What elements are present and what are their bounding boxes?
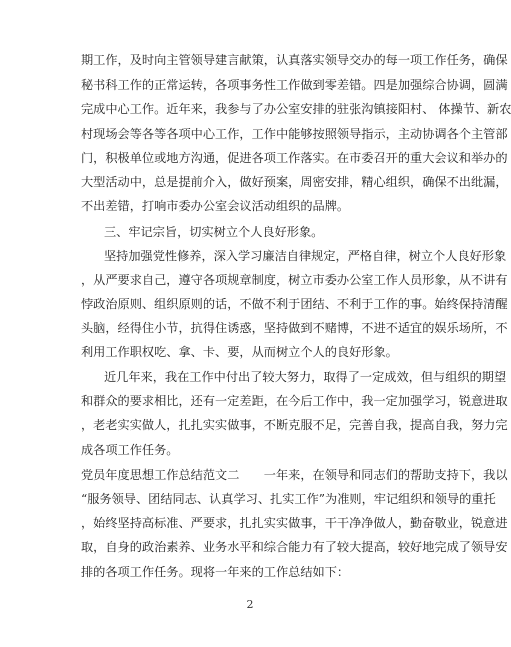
text-line: 不出差错，打响市委办公室会议活动组织的品牌。 bbox=[81, 199, 350, 213]
text-line: 党员年度思想工作总结范文二 一年来，在领导和同志们的帮助支持下，我以 bbox=[81, 468, 508, 482]
text-line: 期工作，及时向主管领导建言献策，认真落实领导交办的每一项工作任务，确保 bbox=[81, 53, 508, 67]
text-line: 头脑，经得住小节，抗得住诱惑，坚持做到不赌博，不进不适宜的娱乐场所，不 bbox=[81, 321, 508, 335]
text-line: 取，自身的政治素养、业务水平和综合能力有了较大提高，较好地完成了领导安 bbox=[81, 540, 508, 554]
text-line: 近几年来，我在工作中付出了较大努力，取得了一定成效，但与组织的期望 bbox=[104, 370, 507, 384]
text-line: ，始终坚持高标准、严要求，扎扎实实做事，干干净净做人，勤奋敬业，锐意进 bbox=[81, 516, 508, 530]
text-line: ，从严要求自己，遵守各项规章制度，树立市委办公室工作人员形象，从不讲有 bbox=[81, 273, 508, 287]
text-line: 排的各项工作任务。现将一年来的工作总结如下： bbox=[81, 565, 350, 579]
text-line: 坚持加强党性修养，深入学习廉洁自律规定，严格自律，树立个人良好形象 bbox=[104, 249, 507, 263]
text-line: 门，积极单位或地方沟通，促进各项工作落实。在市委召开的重大会议和举办的 bbox=[81, 151, 508, 165]
text-line: 秘书科工作的正常运转，各项事务性工作做到零差错。四是加强综合协调，圆满 bbox=[81, 78, 508, 92]
text-line: 利用工作职权吃、拿、卡、要，从而树立个人的良好形象。 bbox=[81, 345, 398, 359]
text-line: 完成中心工作。近年来，我参与了办公室安排的驻张沟镇接阳村、 体操节、新农 bbox=[81, 102, 511, 116]
text-line: 大型活动中，总是提前介入，做好预案，周密安排，精心组织，确保不出纰漏， bbox=[81, 175, 508, 189]
page-number: 2 bbox=[246, 598, 254, 611]
text-line: ，老老实实做人，扎扎实实做事，不断克服不足，完善自我，提高自我，努力完 bbox=[81, 418, 508, 432]
text-line: 悖政治原则、组织原则的话，不做不利于团结、不利于工作的事。始终保持清醒 bbox=[81, 297, 508, 311]
text-line: 三、牢记宗旨，切实树立个人良好形象。 bbox=[104, 225, 324, 239]
text-line: 村现场会等各等各项中心工作，工作中能够按照领导指示，主动协调各个主管部 bbox=[81, 127, 508, 141]
text-line: 和群众的要求相比，还有一定差距，在今后工作中，我一定加强学习，锐意进取 bbox=[81, 394, 508, 408]
text-line: 成各项工作任务。 bbox=[81, 443, 179, 457]
text-line: “服务领导、团结同志、认真学习、扎实工作”为准则，牢记组织和领导的重托 bbox=[81, 492, 496, 506]
